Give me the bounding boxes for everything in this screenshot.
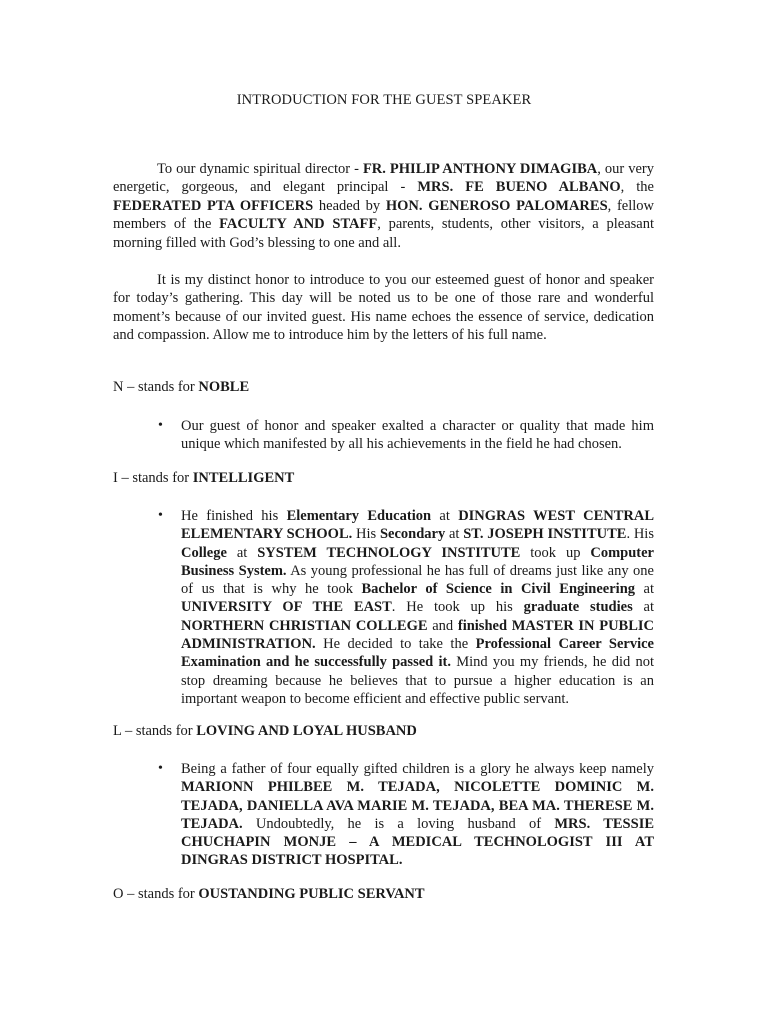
page-title: INTRODUCTION FOR THE GUEST SPEAKER bbox=[236, 92, 532, 108]
heading-noble: N – stands for NOBLE bbox=[113, 379, 250, 395]
intelligent-bullet-text: He finished his Elementary Education at DINGRAS WEST CENTRAL ELEMENTARY SCHOOL. His Secondary at ST. JOSEPH INSTITUTE. His College at SYSTEM TECHNOLOGY INSTITUTE took up Computer Business System. As young professional he has full of dreams just like any one of us that is why he took Bachelor of Science in Civil Engineering at UNIVERSITY OF THE EAST. He took up his graduate studies at NORTHERN CHRISTIAN COLLEGE and finished MASTER IN PUBLIC ADMINISTRATION. He decided to take the Professional Career Service Examination and he successfully passed it. Mind you my friends, he did not stop dreaming because he believes that to pursue a higher education is an important weapon to become efficient and effective public servant. bbox=[181, 508, 655, 707]
bullet-icon: • bbox=[158, 418, 163, 433]
heading-intelligent: I – stands for INTELLIGENT bbox=[113, 470, 295, 486]
bullet-icon: • bbox=[158, 508, 163, 523]
bullet-icon: • bbox=[158, 761, 163, 776]
intro-paragraph: It is my distinct honor to introduce to you our esteemed guest of honor and speaker for today’s gathering. This day will be noted us to be one of those rare and wonderful moment’s because of our invited guest. His name echoes the essence of service, dedication and compassion. Allow me to introduce him by the letters of his full name. bbox=[113, 272, 654, 344]
greeting-paragraph: To our dynamic spiritual director - FR. PHILIP ANTHONY DIMAGIBA, our very energetic, gorgeous, and elegant principal - MRS. FE BUENO ALBANO, the FEDERATED PTA OFFICERS headed by HON. GENEROSO PALOMARES, fellow members of the FACULTY AND STAFF, parents, students, other visitors, a pleasant morning filled with God’s blessing to one and all. bbox=[113, 161, 655, 251]
loving-bullet-text: Being a father of four equally gifted children is a glory he always keep namely MARIONN PHILBEE M. TEJADA, NICOLETTE DOMINIC M. TEJADA, DANIELLA AVA MARIE M. TEJADA, BEA MA. THERESE M. TEJADA. Undoubtedly, he is a loving husband of MRS. TESSIE CHUCHAPIN MONJE – A MEDICAL TECHNOLOGIST III AT DINGRAS DISTRICT HOSPITAL. bbox=[181, 761, 655, 869]
heading-outstanding: O – stands for OUSTANDING PUBLIC SERVANT bbox=[113, 886, 425, 902]
heading-loving: L – stands for LOVING AND LOYAL HUSBAND bbox=[113, 723, 417, 739]
noble-bullet-text: Our guest of honor and speaker exalted a character or quality that made him unique which manifested by all his achievements in the field he had chosen. bbox=[181, 418, 654, 453]
